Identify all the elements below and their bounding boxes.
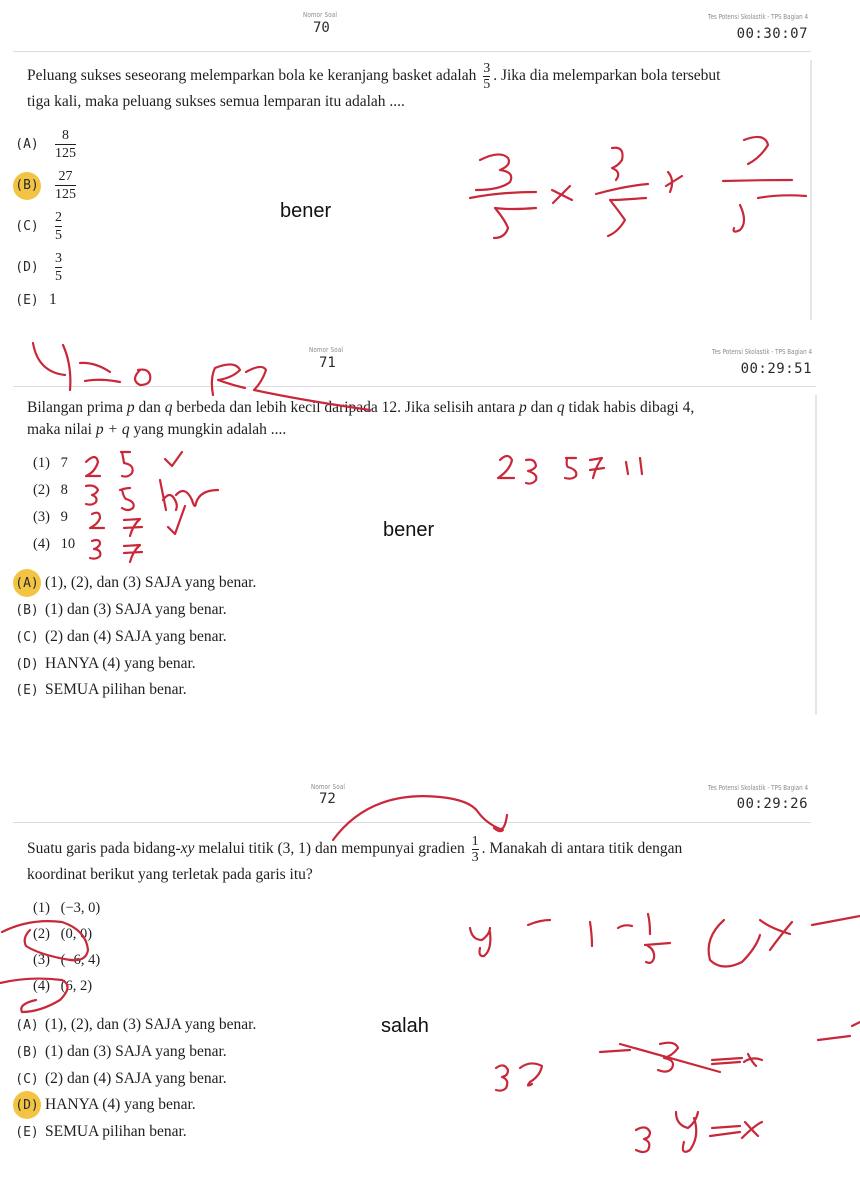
- option-letter-selected: (D): [13, 1091, 41, 1119]
- question-panel-70: [0, 0, 860, 325]
- question-number-label: Nomor Soal: [303, 11, 338, 19]
- question-number-label: Nomor Soal: [311, 783, 346, 791]
- option-text: (1), (2), dan (3) SAJA yang benar.: [45, 1016, 257, 1033]
- fraction-numerator: 3: [55, 251, 62, 266]
- question-number: 70: [313, 20, 330, 36]
- option-letter: (D): [15, 656, 39, 672]
- fraction-numerator: 3: [483, 61, 491, 76]
- statement-1: [33, 455, 68, 472]
- option-letter: (D): [15, 260, 39, 275]
- option-text: HANYA (4) yang benar.: [45, 1096, 196, 1113]
- option-text: (1) dan (3) SAJA yang benar.: [45, 601, 227, 618]
- variable-q: q: [164, 399, 173, 416]
- test-title: Tes Potensi Skolastik - TPS Bagian 4: [711, 348, 812, 356]
- option-d[interactable]: [15, 1091, 196, 1119]
- fraction: [471, 835, 480, 864]
- option-letter: (C): [15, 629, 39, 645]
- statement-number: (2): [33, 926, 50, 942]
- question-text-part: Bilangan prima: [27, 399, 127, 416]
- question-text-part: yang mungkin adalah ....: [129, 421, 287, 438]
- option-letter: (E): [15, 292, 39, 308]
- question-text: [27, 62, 727, 113]
- option-value: 1: [49, 291, 57, 308]
- statement-value: (6, 2): [60, 978, 93, 994]
- option-text: (2) dan (4) SAJA yang benar.: [45, 1070, 227, 1087]
- statement-3: [33, 509, 68, 526]
- variable-xy: xy: [180, 840, 195, 858]
- question-text-part: berbeda dan lebih kecil daripada 12. Jika selisih antara: [172, 399, 519, 416]
- statement-value: (−3, 0): [60, 900, 101, 916]
- question-number-label: Nomor Soal: [309, 346, 344, 354]
- statement-2: [33, 926, 92, 943]
- option-d[interactable]: [15, 650, 196, 678]
- question-number: 72: [319, 791, 336, 807]
- option-text: SEMUA pilihan benar.: [45, 681, 187, 698]
- question-text-part: Suatu garis pada bidang-: [27, 840, 181, 858]
- scrollbar[interactable]: [810, 60, 812, 320]
- statement-number: (2): [33, 482, 50, 498]
- verdict-label: salah: [381, 1015, 429, 1037]
- question-text: [27, 397, 727, 441]
- fraction: [482, 62, 491, 91]
- question-number: 71: [319, 355, 336, 371]
- option-letter: (B): [15, 602, 39, 618]
- fraction-denominator: 5: [55, 228, 62, 243]
- statement-3: [33, 952, 100, 969]
- option-e[interactable]: [15, 286, 57, 314]
- option-text: (1) dan (3) SAJA yang benar.: [45, 1043, 227, 1060]
- statement-1: [33, 900, 100, 917]
- fraction-denominator: 125: [55, 146, 76, 161]
- question-text-part: tidak habis dibagi 4, maka nilai: [27, 399, 695, 438]
- option-letter-selected: (B): [13, 172, 41, 200]
- countdown-timer: 00:29:51: [740, 361, 812, 377]
- option-text: SEMUA pilihan benar.: [45, 1123, 187, 1140]
- header-divider: [13, 51, 811, 52]
- option-c[interactable]: [15, 623, 227, 651]
- option-letter: (E): [15, 1124, 39, 1140]
- statement-number: (4): [33, 536, 50, 552]
- countdown-timer: 00:30:07: [736, 26, 808, 42]
- expression-p-plus-q: p + q: [95, 421, 130, 438]
- option-c[interactable]: [15, 210, 62, 243]
- fraction-denominator: 5: [483, 77, 491, 92]
- statement-2: [33, 482, 68, 499]
- header-divider: [13, 822, 811, 823]
- option-fraction: [55, 210, 62, 243]
- question-panel-72: [0, 775, 860, 1200]
- fraction-denominator: 5: [55, 269, 62, 284]
- option-b[interactable]: [15, 1038, 227, 1066]
- statement-number: (3): [33, 509, 50, 525]
- statement-4: [33, 978, 92, 995]
- option-text: HANYA (4) yang benar.: [45, 655, 196, 672]
- option-b[interactable]: [15, 596, 227, 624]
- option-text: (1), (2), dan (3) SAJA yang benar.: [45, 574, 257, 591]
- option-a[interactable]: [15, 128, 76, 161]
- question-text-part: . Manakah di antara titik dengan koordinat berikut yang terletak pada garis itu?: [27, 840, 683, 883]
- fraction-denominator: 125: [55, 187, 76, 202]
- statement-value: 10: [60, 536, 76, 552]
- statement-value: (0, 0): [60, 926, 93, 942]
- countdown-timer: 00:29:26: [736, 796, 808, 812]
- verdict-label: bener: [280, 200, 332, 222]
- statement-4: [33, 536, 75, 553]
- test-title: Tes Potensi Skolastik - TPS Bagian 4: [707, 13, 808, 21]
- question-text-part: . Jika dia melemparkan bola tersebut tiga kali, maka peluang sukses semua lemparan itu adalah ....: [27, 67, 721, 110]
- question-text-part: Peluang sukses seseorang melemparkan bola ke keranjang basket adalah: [27, 67, 477, 85]
- fraction-numerator: 2: [55, 210, 62, 225]
- option-letter: (E): [15, 682, 39, 698]
- option-a[interactable]: [15, 1011, 257, 1039]
- option-letter: (A): [15, 1017, 39, 1033]
- option-letter: (C): [15, 219, 39, 234]
- statement-number: (1): [33, 900, 50, 916]
- question-text-part: melalui titik (3, 1) dan mempunyai gradien: [194, 840, 469, 858]
- option-letter-selected: (A): [13, 569, 41, 597]
- option-d[interactable]: [15, 251, 62, 284]
- question-text-part: dan: [134, 399, 165, 416]
- scrollbar[interactable]: [815, 395, 817, 715]
- option-fraction: [55, 128, 76, 161]
- statement-value: 7: [60, 455, 68, 471]
- option-a[interactable]: [15, 569, 257, 597]
- fraction-numerator: 27: [58, 169, 73, 184]
- statement-value: (−6, 4): [60, 952, 101, 968]
- option-fraction: [55, 169, 76, 202]
- question-text-part: dan: [526, 399, 557, 416]
- option-letter: (A): [15, 137, 39, 152]
- option-c[interactable]: [15, 1065, 227, 1093]
- option-letter: (C): [15, 1071, 39, 1087]
- option-e[interactable]: [15, 676, 187, 704]
- option-fraction: [55, 251, 62, 284]
- statement-number: (1): [33, 455, 50, 471]
- option-b[interactable]: [15, 169, 76, 202]
- variable-p: p: [518, 399, 527, 416]
- fraction-denominator: 3: [471, 850, 479, 865]
- option-text: (2) dan (4) SAJA yang benar.: [45, 628, 227, 645]
- question-text: [27, 835, 727, 886]
- verdict-label: bener: [383, 519, 435, 541]
- question-panel-71: [0, 335, 860, 720]
- option-e[interactable]: [15, 1118, 187, 1146]
- statement-value: 8: [60, 482, 68, 498]
- header-divider: [13, 386, 816, 387]
- test-title: Tes Potensi Skolastik - TPS Bagian 4: [707, 784, 808, 792]
- variable-p: p: [126, 399, 135, 416]
- statement-number: (3): [33, 952, 50, 968]
- variable-q: q: [556, 399, 565, 416]
- fraction-numerator: 1: [471, 834, 479, 849]
- statement-value: 9: [60, 509, 68, 525]
- fraction-numerator: 8: [62, 128, 69, 143]
- statement-number: (4): [33, 978, 50, 994]
- option-letter: (B): [15, 1044, 39, 1060]
